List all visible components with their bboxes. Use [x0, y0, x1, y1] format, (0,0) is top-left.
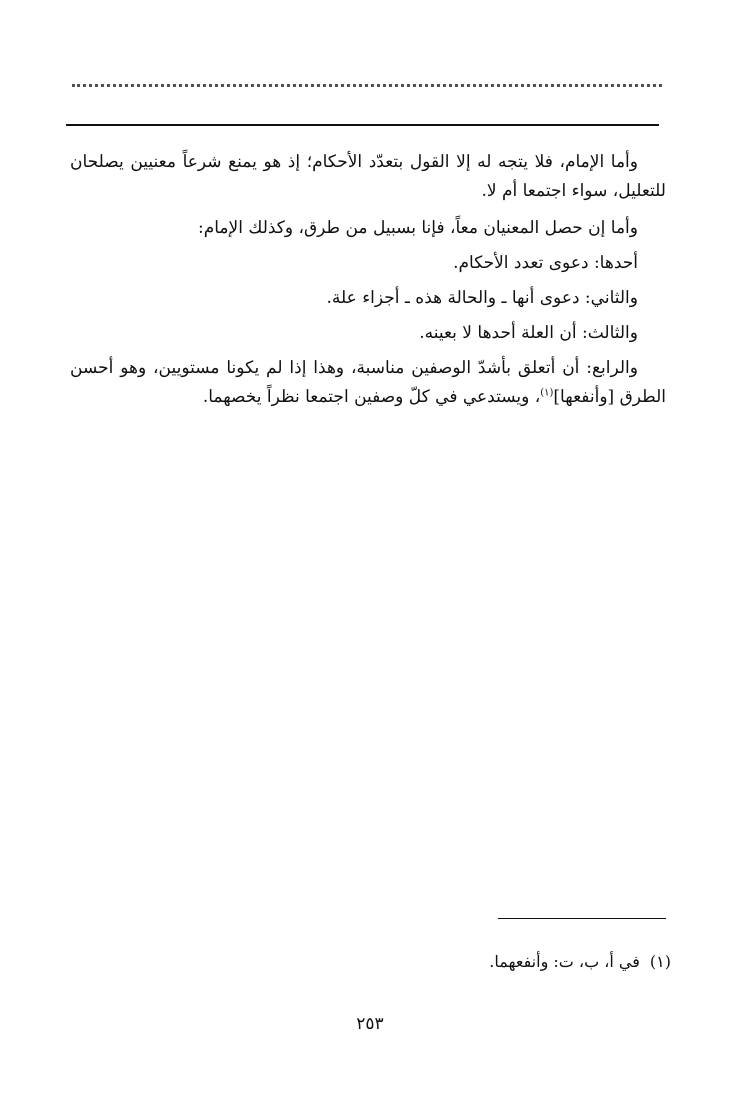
paragraph-imam: وأما الإمام، فلا يتجه له إلا القول بتعدّد الأحكام؛ إذ هو يمنع شرعاً معنيين يصلحان للتعليل، سواء اجتمعا أم لا.	[70, 152, 666, 201]
header-rule	[66, 124, 659, 126]
paragraph-third-method: والثالث: أن العلة أحدها لا بعينه.	[419, 323, 638, 343]
paragraph-both-meanings: وأما إن حصل المعنيان معاً، فإنا بسبيل من طرق، وكذلك الإمام:	[198, 218, 638, 238]
main-text	[70, 148, 666, 412]
fourth-method-text-end: ، ويستدعي في كلّ وصفين اجتمعا نظراً يخصهما.	[202, 387, 541, 407]
footnote-text: في أ، ب، ت: وأنفعهما.	[489, 952, 640, 971]
paragraph-fourth-method	[70, 354, 666, 412]
footnote	[300, 950, 671, 974]
page-number: ٢٥٣	[356, 1014, 384, 1034]
fourth-method-text: والرابع: أن أتعلق بأشدّ الوصفين مناسبة، وهذا إذا لم يكونا مستويين، وهو أحسن الطرق [وأنفعها]	[70, 358, 666, 407]
footnote-reference: (١)	[540, 387, 554, 399]
header-dotted-line	[72, 84, 662, 97]
footnote-separator	[498, 918, 666, 919]
paragraph-first-method: أحدها: دعوى تعدد الأحكام.	[453, 253, 638, 273]
footnote-number: (١)	[649, 952, 671, 971]
paragraph-second-method: والثاني: دعوى أنها ـ والحالة هذه ـ أجزاء علة.	[326, 288, 638, 308]
